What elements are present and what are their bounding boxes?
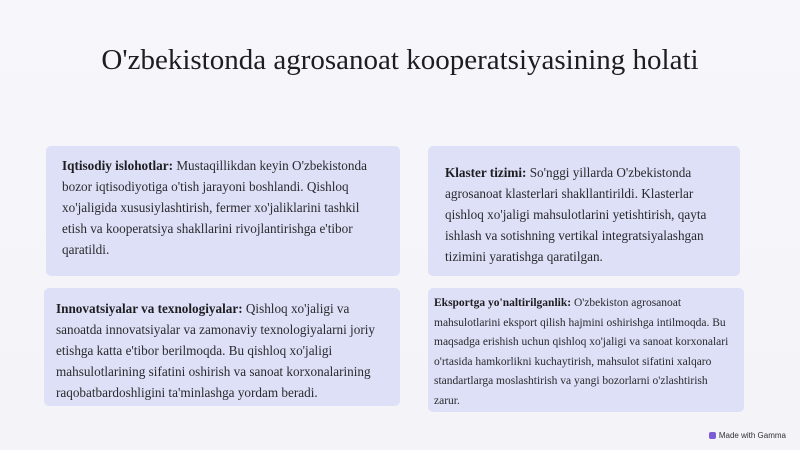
card-economic-reforms: [46, 146, 400, 276]
card-text: O'zbekiston agrosanoat mahsulotlarini eksport qilish hajmini oshirishga intilmoqda. Bu maqsadga erishish uchun qishloq xo'jaligi va sanoat korxonalari o'rtasida hamkorlikni kuchaytirish, mahsulot sifatini xalqaro standartlarga moslashtirish va yangi bozorlarni o'zlashtirish zarur.: [434, 297, 729, 407]
card-cluster-system: [428, 146, 740, 276]
card-heading: Innovatsiyalar va texnologiyalar:: [56, 301, 246, 316]
gamma-logo-icon: [709, 432, 716, 439]
made-with-gamma-badge[interactable]: [709, 431, 786, 440]
badge-label: Made with Gamma: [718, 431, 786, 440]
card-export-orientation: [428, 288, 744, 412]
slide-title: O'zbekistonda agrosanoat kooperatsiyasining holati: [101, 44, 699, 76]
card-heading: Eksportga yo'naltirilganlik:: [434, 297, 574, 309]
card-heading: Iqtisodiy islohotlar:: [62, 158, 177, 173]
card-text: Mustaqillikdan keyin O'zbekistonda bozor iqtisodiyotiga o'tish jarayoni boshlandi. Qishloq xo'jaligida xususiylashtirish, fermer xo'jaliklarini tashkil etish va kooperatsiya shakllarini rivojlantirishga e'tibor qaratildi.: [62, 158, 367, 257]
card-innovations: [44, 288, 400, 406]
card-text: Qishloq xo'jaligi va sanoatda innovatsiyalar va zamonaviy texnologiyalarni joriy etishga katta e'tibor berilmoqda. Bu qishloq xo'jaligi mahsulotlarining sifatini oshirish va sanoat korxonalarining raqobatbardoshligini ta'minlashga yordam beradi.: [56, 301, 375, 400]
card-heading: Klaster tizimi:: [445, 165, 530, 180]
card-text: So'nggi yillarda O'zbekistonda agrosanoat klasterlari shakllantirildi. Klasterlar qishloq xo'jaligi mahsulotlarini yetishtirish, qayta ishlash va sotishning vertikal integratsiyalashgan tizimini yaratishga qaratilgan.: [445, 165, 707, 264]
